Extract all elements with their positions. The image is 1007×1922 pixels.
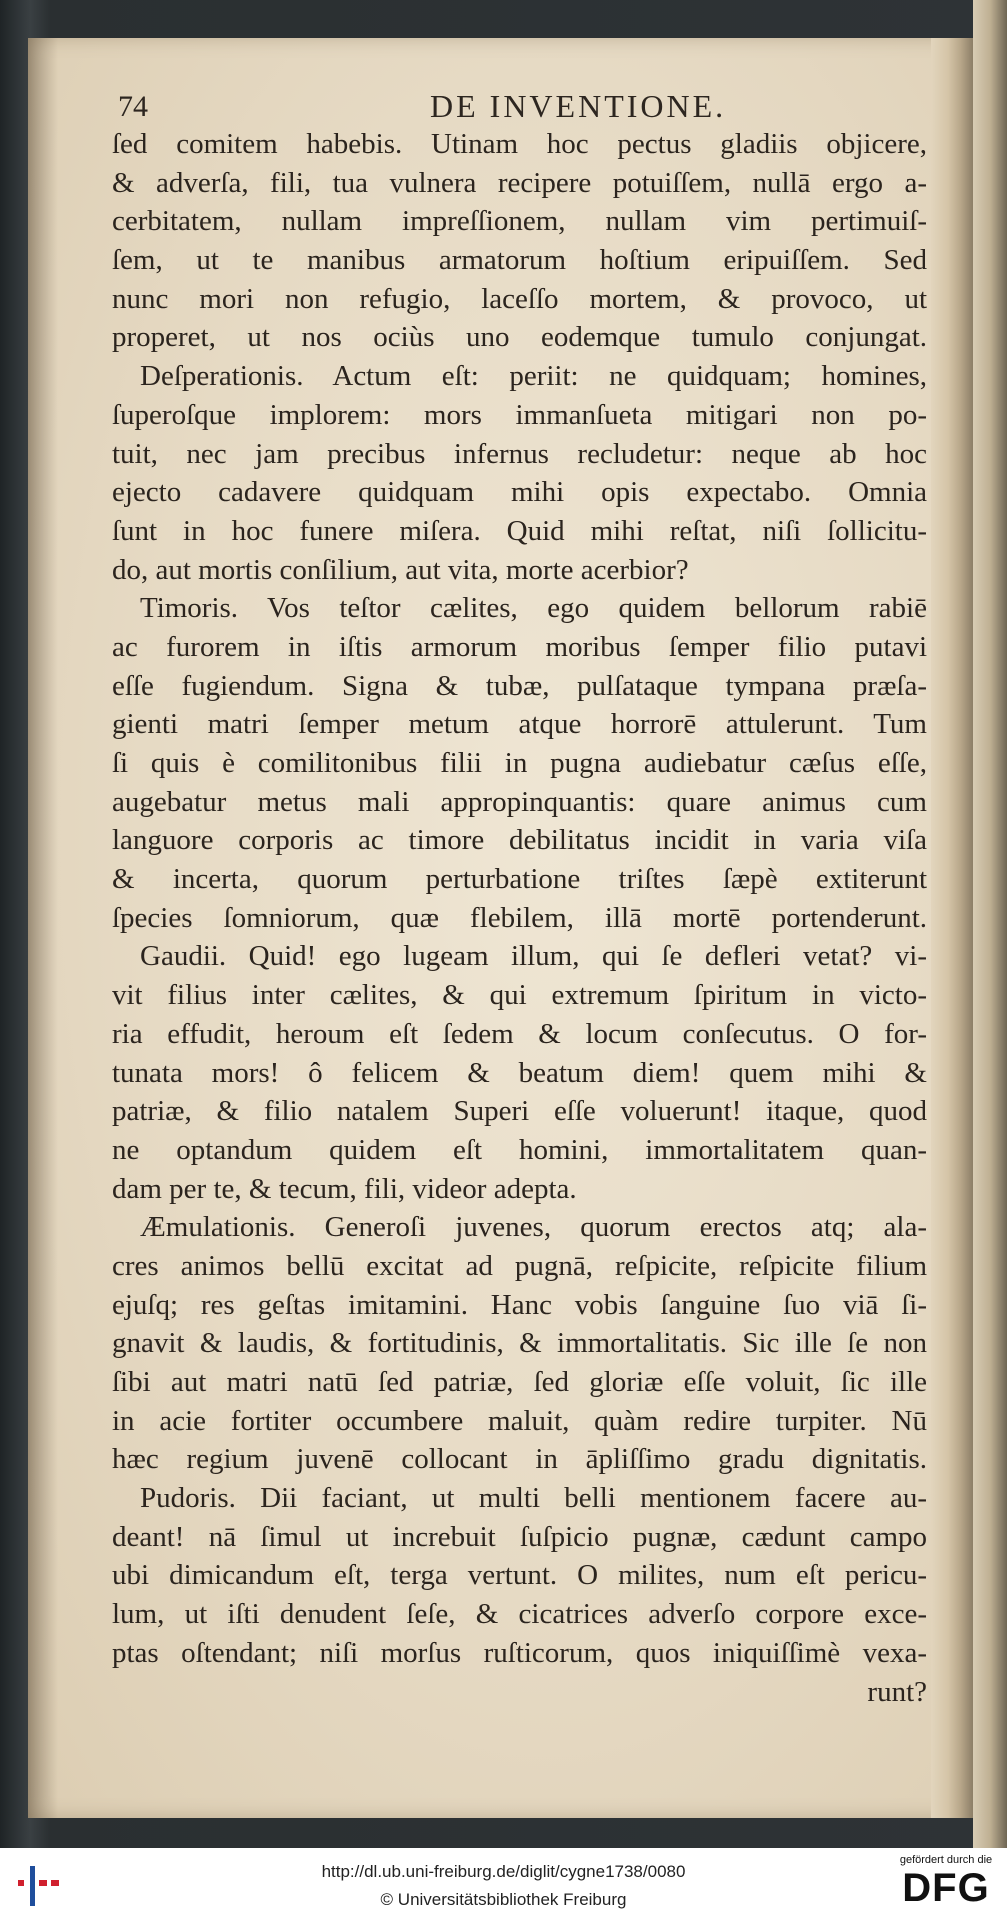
text-line: ſpecies ſomniorum, quæ flebilem, illā mortē portenderunt.	[112, 901, 927, 934]
text-line: gnavit & laudis, & fortitudinis, & immortalitatis. Sic ille ſe non	[112, 1327, 927, 1360]
text-line: ſuperoſque implorem: mors immanſueta mitigari non po-	[112, 398, 927, 431]
text-line: Deſperationis. Actum eſt: periit: ne quidquam; homines,	[140, 360, 927, 393]
text-line: ſed comitem habebis. Utinam hoc pectus gladiis objicere,	[112, 128, 927, 160]
text-line: ejecto cadavere quidquam mihi opis expectabo. Omnia	[112, 476, 927, 509]
text-line: nunc mori non refugio, laceſſo mortem, & provoco, ut	[112, 282, 927, 315]
text-line: ac furorem in iſtis armorum moribus ſemper filio putavi	[112, 630, 927, 663]
text-line: hæc regium juvenē collocant in āpliſſimo gradu dignitatis.	[112, 1443, 927, 1476]
page-header	[90, 50, 950, 124]
text-line: Timoris. Vos teſtor cælites, ego quidem bellorum rabiē	[140, 592, 927, 625]
body-text	[112, 125, 927, 1711]
text-line: ria effudit, heroum eſt ſedem & locum conſecutus. O for-	[112, 1017, 927, 1050]
text-line: vit filius inter cælites, & qui extremum ſpiritum in victo-	[112, 979, 927, 1012]
text-line: cerbitatem, nullam impreſſionem, nullam vim pertimuiſ-	[112, 205, 927, 238]
page-edge	[931, 38, 973, 1818]
next-page-edge	[973, 0, 1007, 1848]
text-line: dam per te, & tecum, fili, videor adepta.	[112, 1172, 577, 1205]
text-line: Æmulationis. Generoſi juvenes, quorum erectos atq; ala-	[140, 1211, 927, 1244]
text-line: ptas oſtendant; niſi morſus ruſticorum, quos iniquiſſimè vexa-	[112, 1636, 927, 1669]
text-line: ſi quis è comilitonibus filii in pugna audiebatur cæſus eſſe,	[112, 747, 927, 779]
text-line: properet, ut nos ociùs uno eodemque tumulo conjungat.	[112, 321, 927, 354]
text-line: tunata mors! ô felicem & beatum diem! quem mihi &	[112, 1056, 927, 1089]
text-line: Pudoris. Dii faciant, ut multi belli mentionem facere au-	[140, 1482, 927, 1515]
text-line: ſem, ut te manibus armatorum hoſtium eripuiſſem. Sed	[112, 244, 927, 277]
text-line: patriæ, & filio natalem Superi eſſe voluerunt! itaque, quod	[112, 1095, 927, 1128]
dfg-sponsor	[890, 1852, 1002, 1918]
text-line: ubi dimicandum eſt, terga vertunt. O milites, num eſt pericu-	[112, 1559, 927, 1592]
dfg-logo-icon: DFG	[902, 1866, 990, 1910]
running-title: DE INVENTIONE.	[430, 88, 727, 124]
text-line: ſibi aut matri natū ſed patriæ, ſed gloriæ eſſe voluit, ſic ille	[112, 1366, 927, 1398]
gutter-shadow	[28, 38, 58, 1818]
text-line: tuit, nec jam precibus infernus recludetur: neque ab hoc	[112, 437, 927, 470]
text-line: cres animos bellū excitat ad pugnā, reſpicite, reſpicite filium	[112, 1249, 927, 1282]
permalink-url[interactable]: http://dl.ub.uni-freiburg.de/diglit/cygne1738/0080	[321, 1862, 686, 1881]
text-line: & adverſa, fili, tua vulnera recipere potuiſſem, nullā ergo a-	[112, 166, 927, 199]
text-line: Gaudii. Quid! ego lugeam illum, qui ſe defleri vetat? vi-	[140, 940, 927, 973]
text-line: ſunt in hoc funere miſera. Quid mihi reſtat, niſi ſollicitu-	[112, 514, 927, 547]
text-line: do, aut mortis conſilium, aut vita, morte acerbior?	[112, 553, 689, 586]
text-line: ne optandum quidem eſt homini, immortalitatem quan-	[112, 1133, 927, 1166]
text-line: & incerta, quorum perturbatione triſtes ſæpè extiterunt	[112, 863, 927, 896]
catchword: runt?	[867, 1675, 927, 1708]
text-line: augebatur metus mali appropinquantis: quare animus cum	[112, 785, 927, 818]
text-line: in acie fortiter occumbere maluit, quàm redire turpiter. Nū	[112, 1404, 927, 1437]
page-number: 74	[118, 90, 148, 123]
text-line: eſſe fugiendum. Signa & tubæ, pulſataque tympana præſa-	[112, 669, 927, 702]
viewer-footer	[0, 1848, 1007, 1922]
text-line: deant! nā ſimul ut increbuit ſuſpicio pugnæ, cædunt campo	[112, 1520, 927, 1553]
text-line: ejuſq; res geſtas imitamini. Hanc vobis ſanguine ſuo viā ſi-	[112, 1288, 927, 1321]
sponsor-caption: gefördert durch die	[899, 1854, 993, 1866]
text-line: lum, ut iſti denudent ſeſe, & cicatrices adverſo corpore exce-	[112, 1598, 927, 1631]
text-line: languore corporis ac timore debilitatus incidit in varia viſa	[112, 824, 927, 857]
copyright-notice: © Universitätsbibliothek Freiburg	[380, 1890, 627, 1909]
text-line: gienti matri ſemper metum atque horrorē attulerunt. Tum	[112, 708, 927, 741]
